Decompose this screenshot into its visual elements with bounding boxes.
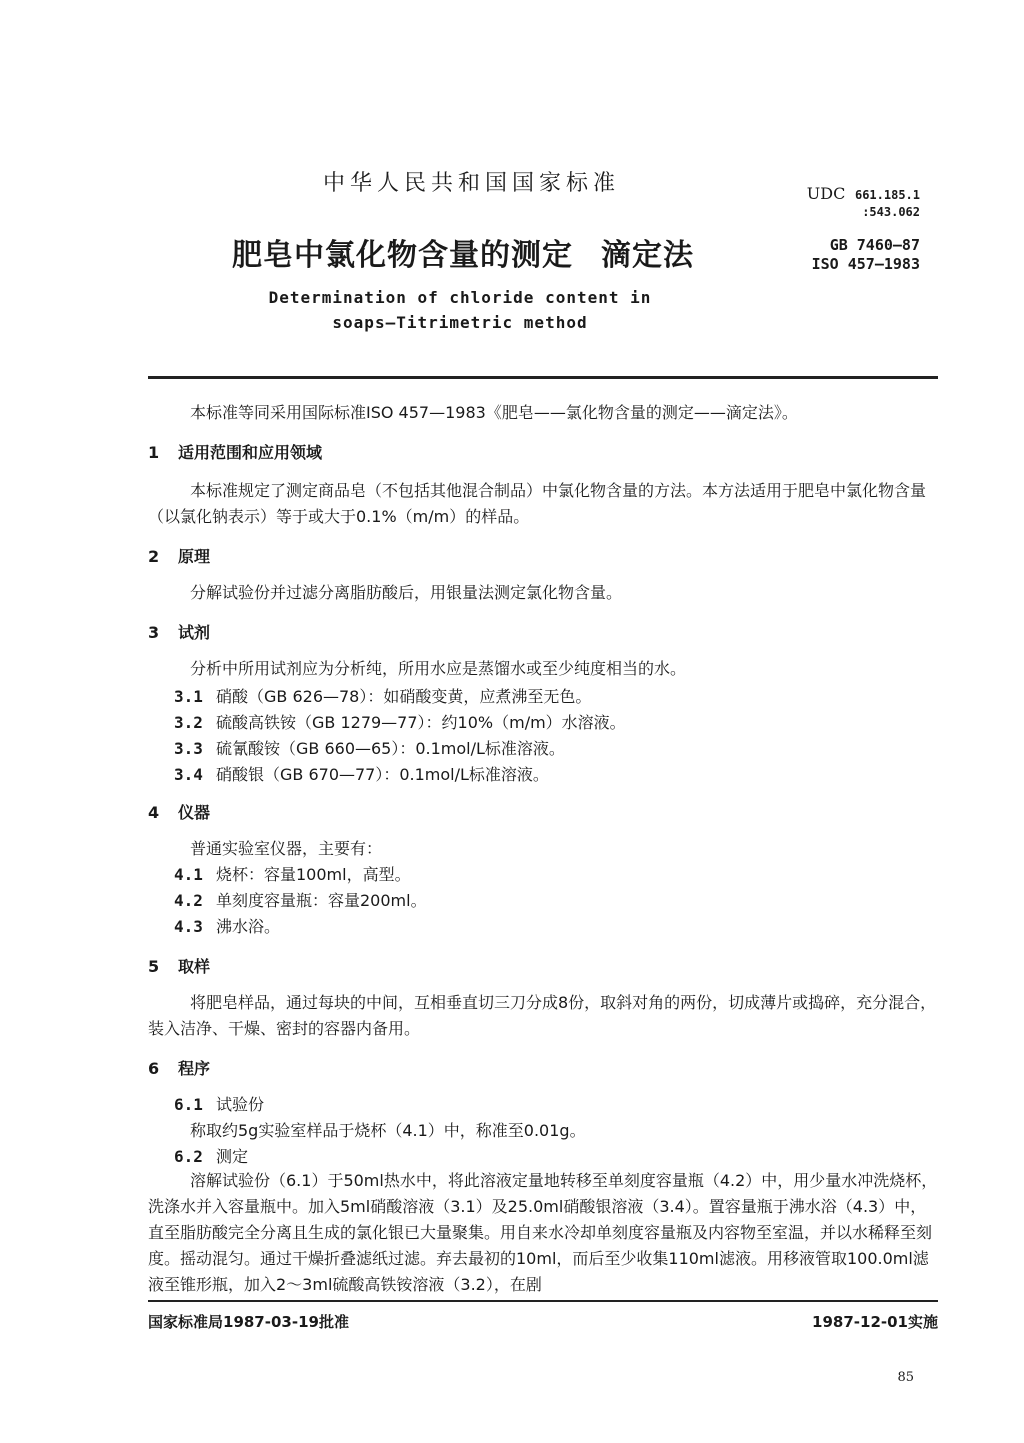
udc-value: 661.185.1 (854, 188, 920, 202)
section-5-heading: 5 取样 (148, 957, 211, 976)
subsection-6-1-heading: 6.1 试验份 (174, 1095, 265, 1114)
intro-paragraph: 本标准等同采用国际标准ISO 457—1983《肥皂——氯化物含量的测定——滴定法》。 (190, 403, 798, 422)
section-6-heading: 6 程序 (148, 1059, 211, 1078)
english-title-line1: Determination of chloride content in (268, 288, 652, 307)
udc-value-2: :543.062 (862, 205, 920, 219)
document-title (232, 230, 694, 274)
list-item-3-3: 3.3 硫氰酸铵（GB 660—65）：0.1mol/L标准溶液。 (174, 739, 565, 758)
list-item-4-2: 4.2 单刻度容量瓶：容量200ml。 (174, 891, 427, 910)
section-1-heading: 1 适用范围和应用领域 (148, 443, 323, 462)
section-1-text: 本标准规定了测定商品皂（不包括其他混合制品）中氯化物含量的方法。本方法适用于肥皂中氯化物含量（以氯化钠表示）等于或大于0.1%（m/m）的样品。 (148, 481, 927, 526)
title-main: 肥皂中氯化物含量的测定 (232, 238, 573, 273)
section-4-text: 普通实验室仪器，主要有： (190, 839, 383, 858)
gb-number: GB 7460—87 (829, 236, 920, 254)
section-3-heading: 3 试剂 (148, 623, 211, 642)
subsection-6-2-heading: 6.2 测定 (174, 1147, 249, 1166)
page-number: 85 (897, 1370, 914, 1385)
approval-date: 国家标准局1987-03-19批准 (148, 1313, 349, 1331)
header-divider (148, 376, 938, 379)
section-4-heading: 4 仪器 (148, 803, 211, 822)
list-item-3-2: 3.2 硫酸高铁铵（GB 1279—77）：约10%（m/m）水溶液。 (174, 713, 626, 732)
english-title-line2: soaps—Titrimetric method (332, 313, 588, 332)
section-3-text: 分析中所用试剂应为分析纯，所用水应是蒸馏水或至少纯度相当的水。 (190, 659, 687, 678)
iso-number: ISO 457—1983 (811, 255, 920, 273)
issuing-org: 中华人民共和国国家标准 (323, 171, 621, 196)
title-method: 滴定法 (601, 238, 694, 273)
list-item-3-1: 3.1 硝酸（GB 626—78）：如硝酸变黄，应煮沸至无色。 (174, 687, 592, 706)
list-item-4-1: 4.1 烧杯：容量100ml，高型。 (174, 865, 411, 884)
udc-label: UDC (806, 184, 846, 203)
section-2-text: 分解试验份并过滤分离脂肪酸后，用银量法测定氯化物含量。 (190, 583, 623, 602)
subsection-6-2-text: 溶解试验份（6.1）于50ml热水中，将此溶液定量地转移至单刻度容量瓶（4.2）中，用少量水冲洗烧杯，洗涤水并入容量瓶中。加入5ml硝酸溶液（3.1）及25.0ml硝酸银溶液（3.4）。置容量瓶于沸水浴（4.3）中，直至脂肪酸完全分离且生成的氯化银已大量聚集。用自来水冷却单刻度容量瓶及内容物至室温，并以水稀释至刻度。摇动混匀。通过干燥折叠滤纸过滤。弃去最初的10ml，而后至少收集110ml滤液。用移液管取100.0ml滤液至锥形瓶，加入2～3ml硫酸高铁铵溶液（3.2），在剧 (148, 1171, 938, 1294)
list-item-4-3: 4.3 沸水浴。 (174, 917, 281, 936)
section-2-heading: 2 原理 (148, 547, 211, 566)
footer-divider (148, 1300, 938, 1302)
list-item-3-4: 3.4 硝酸银（GB 670—77）：0.1mol/L标准溶液。 (174, 765, 549, 784)
effective-date: 1987-12-01实施 (812, 1313, 938, 1331)
section-5-text: 将肥皂样品，通过每块的中间，互相垂直切三刀分成8份，取斜对角的两份，切成薄片或捣碎，充分混合，装入洁净、干燥、密封的容器内备用。 (148, 993, 937, 1038)
subsection-6-1-text: 称取约5g实验室样品于烧杯（4.1）中，称准至0.01g。 (190, 1121, 586, 1140)
udc-code (807, 184, 920, 203)
